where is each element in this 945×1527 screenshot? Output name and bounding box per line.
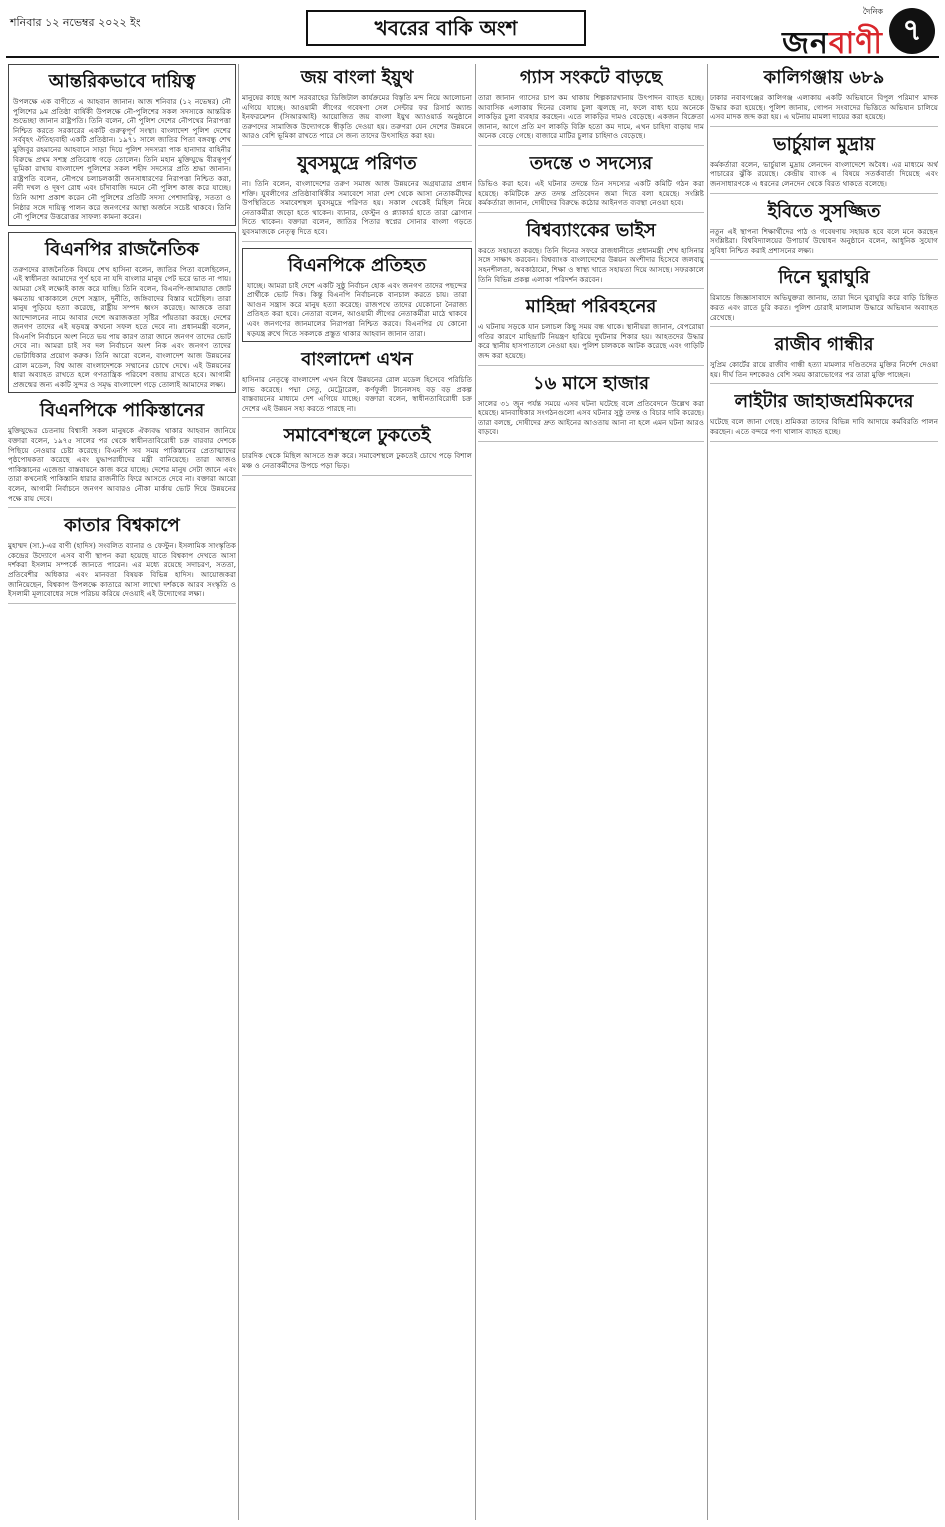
story-body: ঢাকার নবাবগঞ্জের কালিগঞ্জ এলাকায় একটি অভিযানে বিপুল পরিমাণ মাদক উদ্ধার করা হয়েছে। পুলিশ জানায়, গোপন সংবাদের ভিত্তিতে অভিযান চালিয়ে এসব মাদক জব্দ করা হয়। এ ঘটনায় মামলা দায়ের করা হয়েছে। (710, 93, 938, 122)
story-headline: দিনে ঘুরাঘুরি (778, 267, 870, 289)
story (710, 390, 938, 441)
story-body: চারদিক থেকে মিছিল আসতে শুরু করে। সমাবেশস্থলে ঢুকতেই চোখে পড়ে বিশাল মঞ্চ ও নেতাকর্মীদের উপচে পড়া ভিড়। (242, 451, 472, 471)
story-body: রিমান্ডে জিজ্ঞাসাবাদে অভিযুক্তরা জানায়, তারা দিনে ঘুরাঘুরি করে বাড়ি চিহ্নিত করত এবং রাতে চুরি করত। পুলিশ চোরাই মালামাল উদ্ধারে অভিযান অব্যাহত রেখেছে। (710, 293, 938, 322)
story-body: যাচ্ছে। আমরা চাই দেশে একটি সুষ্ঠু নির্বাচন হোক এবং জনগণ তাদের পছন্দের প্রার্থীকে ভোট দিক। কিন্তু বিএনপি নির্বাচনকে বানচাল করতে চায়। তারা আগুন সন্ত্রাস করে মানুষ হত্যা করেছে। রাজপথে তাদের যেকোনো নৈরাজ্য প্রতিহত করা হবে। নেতারা বলেন, আওয়ামী লীগের নেতাকর্মীরা মাঠে থাকবে এবং জনগণের জানমালের নিরাপত্তা নিশ্চিত করবে। বিএনপির যে কোনো ষড়যন্ত্র রুখে দিতে সকলকে প্রস্তুত থাকার আহবান জানান তারা। (247, 280, 467, 338)
column-divider (238, 64, 239, 1520)
story-body: মুক্তিযুদ্ধের চেতনায় বিশ্বাসী সকল মানুষকে ঐক্যবদ্ধ থাকার আহবান জানিয়ে বক্তারা বলেন, ১৯৭৫ সালের পর থেকে স্বাধীনতাবিরোধী চক্র বারবার দেশকে পিছিয়ে নেওয়ার চেষ্টা করেছে। বিএনপি সব সময় পাকিস্তানের প্রেতাত্মাদের পৃষ্ঠপোষকতা করেছে এবং যুদ্ধাপরাধীদের মন্ত্রী বানিয়েছে। তারা আজও পাকিস্তানের এজেন্ডা বাস্তবায়নে কাজ করে যাচ্ছে। দেশের মানুষ সেটা জানে এবং তারা কখনোই পাকিস্তানি ধারার রাজনীতি ফিরে আসতে দেবে না। বক্তারা আরো বলেন, আগামী নির্বাচনে জনগণ আবারও নৌকা মার্কায় ভোট দিয়ে উন্নয়নের পক্ষে রায় দেবে। (8, 426, 236, 503)
story (242, 152, 472, 242)
logo-name-part-1: জন (782, 26, 829, 61)
story (710, 66, 938, 127)
story-body: সালের ৩১ জুন পর্যন্ত সময়ে এসব ঘটনা ঘটেছে বলে প্রতিবেদনে উল্লেখ করা হয়েছে। মানবাধিকার সংগঠনগুলো এসব ঘটনার সুষ্ঠু তদন্ত ও বিচার দাবি করেছে। তারা বলছে, দোষীদের দ্রুত আইনের আওতায় আনা না হলে এমন ঘটনা আরও বাড়বে। (478, 398, 704, 437)
story (478, 219, 704, 289)
story-headline: বিএনপির রাজনৈতিক (45, 238, 199, 260)
story (242, 348, 472, 418)
story-headline: গ্যাস সংকটে বাড়ছে (519, 67, 663, 88)
logo-daily-label: দৈনিক (862, 7, 883, 16)
story-body: না। তিনি বলেন, বাংলাদেশের তরুণ সমাজ আজ উন্নয়নের অগ্রযাত্রার প্রধান শক্তি। যুবলীগের প্রতিষ্ঠাবার্ষিকীর সমাবেশে সারা দেশ থেকে আসা নেতাকর্মীদের উপস্থিতিতে সমাবেশস্থল যুবসমুদ্রে পরিণত হয়। সকাল থেকেই মিছিল নিয়ে নেতাকর্মীরা জড়ো হতে থাকেন। ব্যানার, ফেস্টুন ও প্ল্যাকার্ড হাতে তারা স্লোগান দিতে থাকেন। বক্তারা বলেন, জাতির পিতার স্বপ্নের সোনার বাংলা গড়তে যুবসমাজকে নেতৃত্ব দিতে হবে। (242, 178, 472, 236)
story-headline: সমাবেশস্থলে ঢুকতেই (283, 425, 431, 447)
section-title: খবরের বাকি অংশ (306, 10, 586, 46)
masthead (6, 6, 939, 61)
newspaper-logo (782, 6, 883, 70)
issue-date: শনিবার ১২ নভেম্বর ২০২২ ইং (10, 16, 141, 29)
story-body: ডিভিও করা হবে। এই ঘটনার তদন্তে তিন সদস্যের একটি কমিটি গঠন করা হয়েছে। কমিটিকে দ্রুত তদন্ত প্রতিবেদন জমা দিতে বলা হয়েছে। সংশ্লিষ্ট কর্মকর্তারা জানান, দোষীদের বিরুদ্ধে কঠোর আইনগত ব্যবস্থা নেওয়া হবে। (478, 178, 704, 208)
story (242, 66, 472, 146)
story-headline: কাতার বিশ্বকাপে (64, 515, 180, 537)
column-divider (707, 64, 708, 1520)
page-number-badge: ৭ (889, 8, 935, 54)
story-body: ঘটেছে বলে জানা গেছে। শ্রমিকরা তাদের বিভিন্ন দাবি আদায়ে কর্মবিরতি পালন করছেন। এতে বন্দরে পণ্য খালাস ব্যাহত হচ্ছে। (710, 417, 938, 436)
story-headline: বাংলাদেশ এখন (301, 349, 413, 371)
story-headline: মাহিন্দ্রা পরিবহনের (525, 296, 657, 318)
story (8, 232, 236, 394)
story-body: তরুণদের রাজনৈতিক বিষয়ে শেখ হাসিনা বলেন, জাতির পিতা বলেছিলেন, এই স্বাধীনতা আমাদের পূর্ণ হবে না যদি বাংলার মানুষ পেট ভরে ভাত না পায়। আমরা সেই লক্ষ্যেই কাজ করে যাচ্ছি। তিনি বলেন, বিএনপি-জামায়াত জোট ক্ষমতায় থাকাকালে দেশে সন্ত্রাস, দুর্নীতি, জঙ্গিবাদের বিস্তার ঘটেছিল। তারা মানুষ পুড়িয়ে হত্যা করেছে, রাষ্ট্রীয় সম্পদ ধ্বংস করেছে। আজকে তারা আন্দোলনের নামে আবার দেশে অরাজকতা সৃষ্টির পাঁয়তারা করছে। দেশের জনগণ তাদের এই ষড়যন্ত্র কখনো সফল হতে দেবে না। প্রধানমন্ত্রী বলেন, বিএনপি নির্বাচনে অংশ নিতে ভয় পায় কারণ তারা জানে জনগণ তাদের ভোট দেবে না। আমরা চাই সব দল নির্বাচনে অংশ নিক এবং জনগণ তাদের ভোটাধিকার প্রয়োগ করুক। তিনি আরো বলেন, বাংলাদেশ আজ উন্নয়নের রোল মডেল, বিশ্ব আজ বাংলাদেশকে সম্মানের চোখে দেখে। এই উন্নয়নের ধারা অব্যাহত রাখতে হলে গণতান্ত্রিক পরিবেশ বজায় রাখতে হবে। আগামী প্রজন্মের জন্য একটি সুন্দর ও সমৃদ্ধ বাংলাদেশ গড়ে তোলাই আমাদের লক্ষ্য। (13, 264, 231, 389)
story-body: এ ঘটনায় সড়কে যান চলাচল কিছু সময় বন্ধ থাকে। স্থানীয়রা জানান, বেপরোয়া গতির কারণে মাহিন্দ্রাটি নিয়ন্ত্রণ হারিয়ে দুর্ঘটনার শিকার হয়। আহতদের উদ্ধার করে স্থানীয় হাসপাতালে নেওয়া হয়। পুলিশ চালককে আটক করেছে এবং গাড়িটি জব্দ করা হয়েছে। (478, 322, 704, 360)
story-body: মানুষের কাছে আশ সরবরাহের ডিজিটাল কার্যক্রমের বিস্তৃতি মন্দ নিয়ে আলোচনা এগিয়ে যাচ্ছে। আওয়ামী লীগের গবেষণা সেল সেন্টার ফর রিসার্চ অ্যান্ড ইনফরমেশন (সিআরআই) আয়োজিত জয় বাংলা ইয়ুথ অ্যাওয়ার্ড অনুষ্ঠানে তরুণদের সামাজিক উদ্যোগকে স্বীকৃতি দেওয়া হয়। তরুণরা যেন দেশের উন্নয়নে আরও বেশি ভূমিকা রাখতে পারে সে জন্য তাদের উৎসাহিত করা হয়। (242, 93, 472, 141)
column-3 (478, 64, 704, 1520)
story (8, 514, 236, 604)
story-headline: বিএনপিকে পাকিস্তানের (39, 400, 205, 422)
story (710, 133, 938, 194)
story-headline: কালিগঞ্জায় ৬৮৯ (763, 67, 885, 88)
story-body: কর্মকর্তারা বলেন, ভার্চুয়াল মুদ্রায় লেনদেন বাংলাদেশে অবৈধ। এর মাধ্যমে অর্থ পাচারের ঝুঁকি রয়েছে। কেন্দ্রীয় ব্যাংক এ বিষয়ে সতর্কবার্তা দিয়েছে এবং জনসাধারণকে এ ধরনের লেনদেন থেকে বিরত থাকতে বলেছে। (710, 159, 938, 188)
story-body: হাসিনার নেতৃত্বে বাংলাদেশ এখন বিশ্বে উন্নয়নের রোল মডেল হিসেবে পরিচিতি লাভ করেছে। পদ্মা সেতু, মেট্রোরেল, কর্ণফুলী টানেলসহ বড় বড় প্রকল্প বাস্তবায়নের মাধ্যমে দেশ এগিয়ে যাচ্ছে। বক্তারা বলেন, স্বাধীনতাবিরোধী চক্র দেশের এই উন্নয়ন সহ্য করতে পারছে না। (242, 375, 472, 413)
story-headline: ইবিতে সুসজ্জিত (767, 200, 881, 222)
story-headline: জয় বাংলা ইয়ুথ (300, 67, 414, 88)
story (242, 248, 472, 343)
logo-name-part-2: বাণী (828, 26, 883, 61)
story-body: উপলক্ষে এক বাণীতে এ আহবান জানান। আজ শনিবার (১২ নভেম্বর) নৌ পুলিশের ৯ম প্রতিষ্ঠা বার্ষিকী উপলক্ষে নৌ-পুলিশের সকল সদস্যকে আন্তরিক শুভেচ্ছা জানান রাষ্ট্রপতি। তিনি বলেন, নৌ পুলিশ দেশের নৌপথের নিরাপত্তা নিশ্চিত করতে সরকারের একটি গুরুত্বপূর্ণ সংস্থা। বাংলাদেশ পুলিশ দেশের সর্ববৃহৎ ঐতিহ্যবাহী একটি প্রতিষ্ঠান। ১৯৭১ সালে জাতির পিতা বঙ্গবন্ধু শেখ মুজিবুর রহমানের আহবানে সাড়া দিয়ে পুলিশ সদস্যরা পাক হানাদার বাহিনীর বিরুদ্ধে প্রথম সশস্ত্র প্রতিরোধ গড়ে তোলেন। তিনি মহান মুক্তিযুদ্ধে বীরত্বপূর্ণ ভূমিকা রাখায় বাংলাদেশ পুলিশের সকল শহীদ সদস্যের প্রতি শ্রদ্ধা জানান। রাষ্ট্রপতি বলেন, নৌপথে চলাচলকারী জনসাধারণের নিরাপত্তা নিশ্চিত করা, নদী দখল ও দূষণ রোধ এবং চাঁদাবাজি দমনে নৌ পুলিশ কাজ করে যাচ্ছে। তিনি আশা প্রকাশ করেন নৌ পুলিশের প্রতিটি সদস্য পেশাদারিত্ব, সততা ও নিষ্ঠার সঙ্গে দায়িত্ব পালন করে জনগণের আস্থা অর্জনে সচেষ্ট থাকবে। তিনি নৌ পুলিশের উত্তরোত্তর সাফল্য কামনা করেন। (13, 97, 231, 222)
column-1 (8, 64, 236, 1520)
story (710, 200, 938, 261)
story (8, 64, 236, 226)
story-headline: রাজীব গান্ধীর (774, 334, 874, 356)
story-body: তারা জানান গ্যাসের চাপ কম থাকায় শিল্পকারখানায় উৎপাদন ব্যাহত হচ্ছে। আবাসিক এলাকায় দিনের বেলায় চুলা জ্বলছে না, ফলে বাধ্য হয়ে অনেকে লাকড়ির চুলা ব্যবহার করছেন। এতে লাকড়ির দামও বেড়েছে। একজন বিক্রেতা জানান, আগে প্রতি মণ লাকড়ি বিক্রি হতো কম দামে, এখন চাহিদা বাড়ায় দাম অনেক বেড়ে গেছে। বাজারে মাটির চুলার চাহিদাও বেড়েছে। (478, 93, 704, 141)
column-4 (710, 64, 938, 1520)
story (8, 399, 236, 508)
story (478, 372, 704, 442)
column-divider (475, 64, 476, 1520)
story (710, 333, 938, 384)
story (478, 152, 704, 213)
story-headline: ভার্চুয়াল মুদ্রায় (773, 133, 875, 155)
story-headline: বিএনপিকে প্রতিহত (287, 254, 427, 276)
story-headline: ১৬ মাসে হাজার (532, 372, 650, 394)
story-body: সুপ্রিম কোর্টের রায়ে রাজীব গান্ধী হত্যা মামলার দণ্ডিতদের মুক্তির নির্দেশ দেওয়া হয়। দীর্ঘ তিন দশকেরও বেশি সময় কারাভোগের পর তারা মুক্তি পাচ্ছেন। (710, 360, 938, 379)
story (710, 266, 938, 327)
story-headline: লাইটার জাহাজশ্রমিকদের (734, 391, 914, 413)
column-2 (242, 64, 472, 1520)
story (478, 66, 704, 146)
story-body: নতুন এই স্থাপনা শিক্ষার্থীদের পাঠ ও গবেষণায় সহায়ক হবে বলে মনে করছেন সংশ্লিষ্টরা। বিশ্ববিদ্যালয়ের উপাচার্য উদ্বোধন অনুষ্ঠানে বলেন, আধুনিক সুযোগ সুবিধা নিশ্চিত করাই প্রশাসনের লক্ষ্য। (710, 226, 938, 255)
story-headline: আন্তরিকভাবে দায়িত্ব (48, 71, 196, 92)
story-headline: যুবসমুদ্রে পরিণত (297, 152, 417, 174)
story (242, 424, 472, 475)
story-body: মুহাম্মদ (সা.)-এর বাণী (হাদিস) সংবলিত ব্যানার ও ফেস্টুন। ইসলামিক সাংস্কৃতিক কেন্দ্রের উদ্যোগে এসব বাণী স্থাপন করা হয়েছে যাতে বিশ্বকাপ দেখতে আসা দর্শকরা ইসলাম সম্পর্কে জানতে পারেন। এর মধ্যে রয়েছে সদাচরণ, সততা, প্রতিবেশীর অধিকার এবং মানবতা বিষয়ক বিভিন্ন হাদিস। আয়োজকরা জানিয়েছেন, বিশ্বকাপ উপলক্ষে কাতারে আসা লাখো দর্শককে আরব সংস্কৃতি ও ইসলামী মূল্যবোধের সঙ্গে পরিচয় করিয়ে দেওয়াই এই উদ্যোগের লক্ষ্য। (8, 541, 236, 599)
story-body: করতে সহায়তা করছে। তিনি দিনের সফরে রাজধানীতে প্রধানমন্ত্রী শেখ হাসিনার সঙ্গে সাক্ষাৎ করবেন। বিশ্বব্যাংক বাংলাদেশের উন্নয়ন অংশীদার হিসেবে জলবায়ু সহনশীলতা, অবকাঠামো, শিক্ষা ও স্বাস্থ্য খাতে সহায়তা দিয়ে আসছে। সফরকালে তিনি বিভিন্ন প্রকল্প এলাকা পরিদর্শন করবেন। (478, 245, 704, 284)
story (478, 295, 704, 365)
story-headline: তদন্তে ৩ সদস্যের (529, 152, 653, 174)
story-headline: বিশ্বব্যাংকের ভাইস (526, 219, 656, 241)
